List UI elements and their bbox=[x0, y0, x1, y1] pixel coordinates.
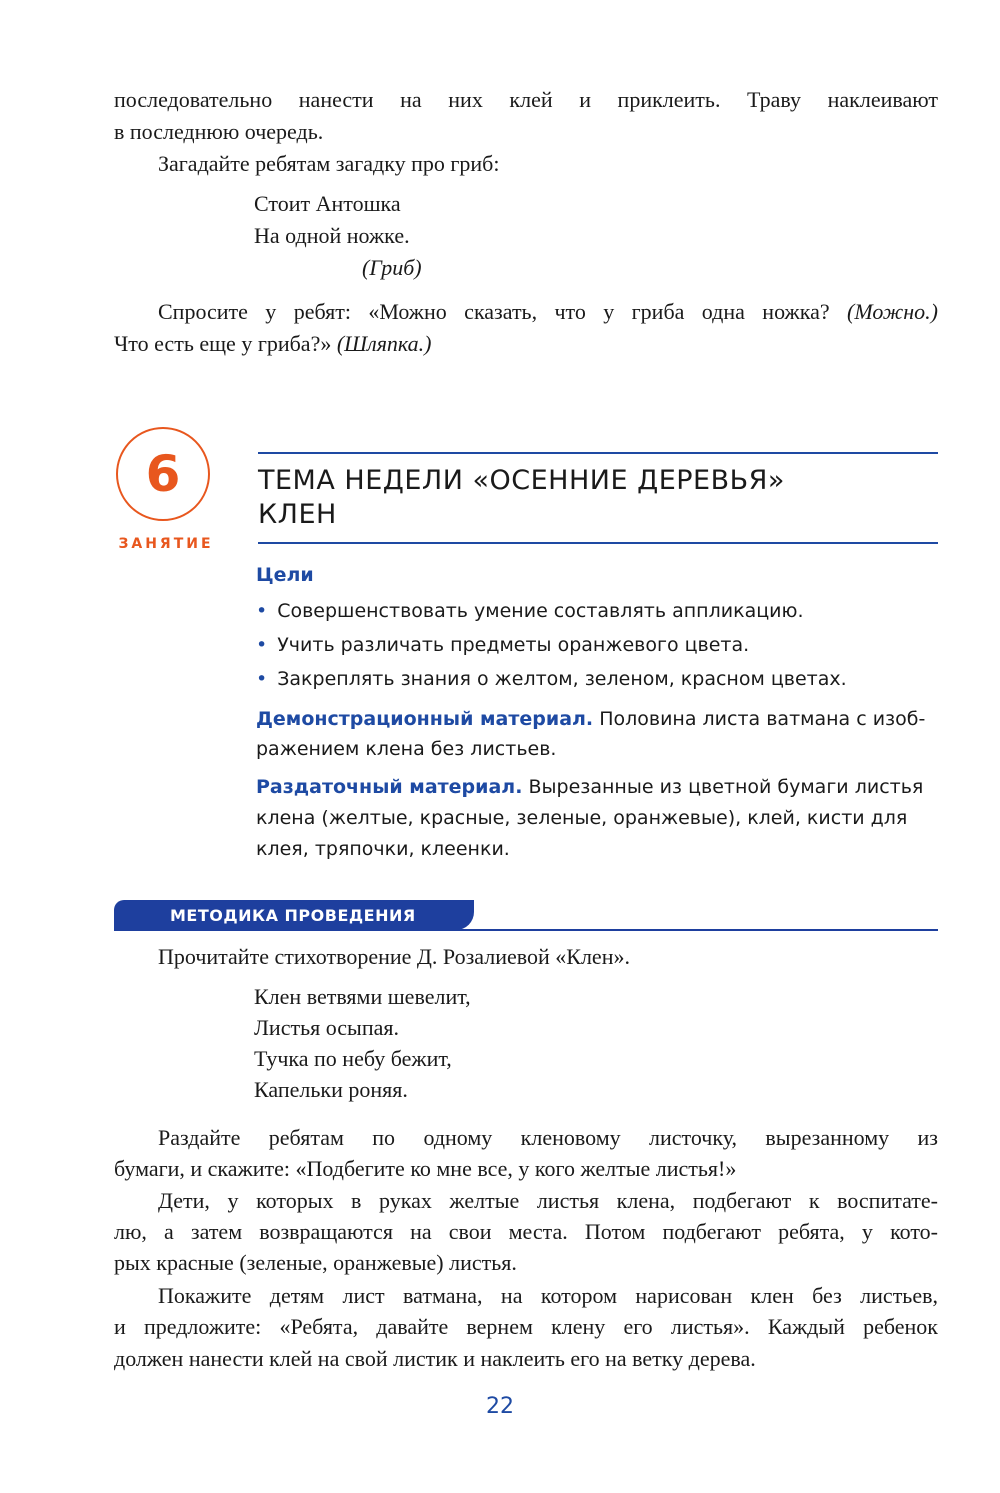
handout-material-line: клена (желтые, красные, зеленые, оранжевые), клей, кисти для bbox=[256, 807, 908, 829]
bullet-icon: • bbox=[256, 600, 268, 622]
page-number: 22 bbox=[486, 1394, 514, 1419]
answer-text: (Можно.) bbox=[847, 299, 939, 324]
lesson-label: ЗАНЯТИЕ bbox=[118, 536, 214, 552]
paragraph-line: и предложите: «Ребята, давайте вернем клену его листья». Каждый ребенок bbox=[114, 1314, 938, 1339]
goal-item: • Учить различать предметы оранжевого цвета. bbox=[256, 634, 750, 656]
goal-item: • Закреплять знания о желтом, зеленом, красном цветах. bbox=[256, 668, 847, 690]
divider bbox=[258, 542, 938, 544]
riddle-line: На одной ножке. bbox=[254, 223, 410, 248]
paragraph: Загадайте ребятам загадку про гриб: bbox=[158, 151, 500, 176]
handout-material-label: Раздаточный материал. bbox=[256, 776, 523, 798]
demo-material-label: Демонстрационный материал. bbox=[256, 708, 594, 730]
bullet-icon: • bbox=[256, 634, 268, 656]
question-text: Что есть еще у гриба?» bbox=[114, 331, 332, 356]
poem-line: Тучка по небу бежит, bbox=[254, 1046, 452, 1071]
goals-heading: Цели bbox=[256, 564, 314, 586]
paragraph-line: Покажите детям лист ватмана, на котором нарисован клен без листьев, bbox=[158, 1283, 938, 1308]
paragraph-line bbox=[114, 296, 938, 328]
paragraph: Прочитайте стихотворение Д. Розалиевой «Клен». bbox=[158, 944, 630, 969]
answer-text: (Шляпка.) bbox=[336, 331, 432, 356]
poem-line: Клен ветвями шевелит, bbox=[254, 984, 471, 1009]
handout-material: Раздаточный материал. Вырезанные из цветной бумаги листья bbox=[256, 776, 924, 798]
topic-title: ТЕМА НЕДЕЛИ «ОСЕННИЕ ДЕРЕВЬЯ» bbox=[258, 465, 785, 496]
topic-subtitle: КЛЕН bbox=[258, 499, 337, 530]
paragraph-line: бумаги, и скажите: «Подбегите ко мне все, у кого желтые листья!» bbox=[114, 1156, 737, 1181]
demo-material-line: ражением клена без листьев. bbox=[256, 738, 557, 760]
paragraph-line: лю, а затем возвращаются на свои места. Потом подбегают ребята, у кото- bbox=[114, 1219, 938, 1244]
divider bbox=[258, 452, 938, 454]
paragraph-line: должен нанести клей на свой листик и наклеить его на ветку дерева. bbox=[114, 1346, 756, 1371]
riddle-line: Стоит Антошка bbox=[254, 191, 401, 216]
poem-line: Капельки роняя. bbox=[254, 1077, 408, 1102]
poem-line: Листья осыпая. bbox=[254, 1015, 399, 1040]
goal-item: • Совершенствовать умение составлять аппликацию. bbox=[256, 600, 804, 622]
paragraph-line: Дети, у которых в руках желтые листья клена, подбегают к воспитате- bbox=[158, 1188, 938, 1213]
bullet-icon: • bbox=[256, 668, 268, 690]
paragraph-line bbox=[114, 328, 938, 360]
method-banner: МЕТОДИКА ПРОВЕДЕНИЯ bbox=[114, 900, 474, 930]
lesson-number-badge: 6 bbox=[116, 427, 210, 521]
divider bbox=[114, 929, 938, 931]
paragraph-line: в последнюю очередь. bbox=[114, 119, 324, 144]
paragraph-line: Раздайте ребятам по одному кленовому листочку, вырезанному из bbox=[158, 1125, 938, 1150]
riddle-answer: (Гриб) bbox=[362, 255, 422, 280]
question-text: Спросите у ребят: «Можно сказать, что у гриба одна ножка? bbox=[158, 299, 830, 324]
paragraph-line: рых красные (зеленые, оранжевые) листья. bbox=[114, 1250, 517, 1275]
handout-material-line: клея, тряпочки, клеенки. bbox=[256, 838, 510, 860]
paragraph-line: последовательно нанести на них клей и приклеить. Траву наклеивают bbox=[114, 87, 938, 112]
demo-material: Демонстрационный материал. Половина листа ватмана с изоб- bbox=[256, 708, 926, 730]
